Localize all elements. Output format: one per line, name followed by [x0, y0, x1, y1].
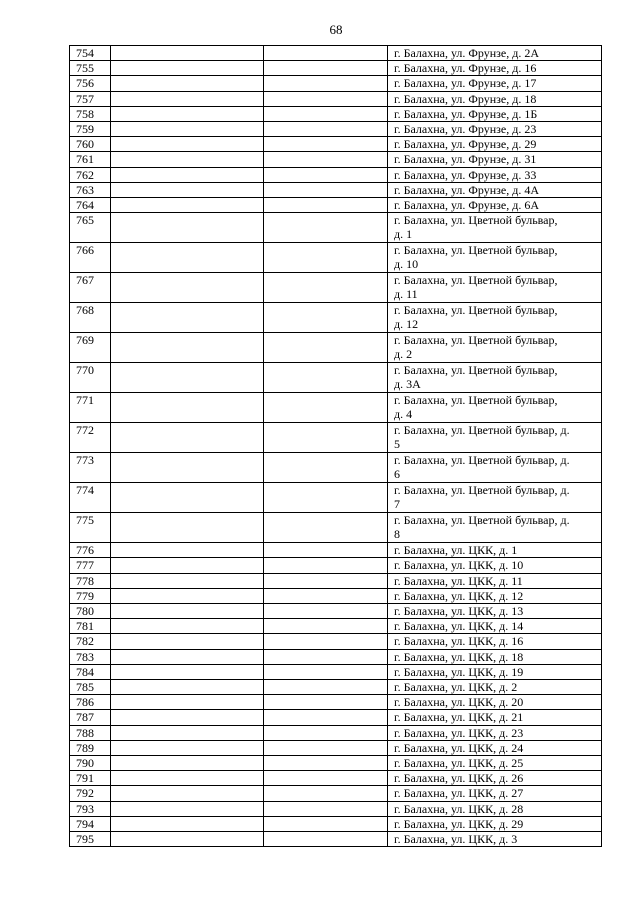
empty-cell	[264, 167, 388, 182]
empty-cell	[111, 695, 264, 710]
row-number-cell: 771	[70, 393, 111, 423]
empty-cell	[264, 756, 388, 771]
table-row	[70, 832, 602, 847]
address-line-1: г. Балахна, ул. Цветной бульвар,	[394, 213, 558, 228]
row-number-cell: 762	[70, 167, 111, 182]
empty-cell	[111, 303, 264, 333]
address-cell	[388, 393, 602, 423]
empty-cell	[264, 91, 388, 106]
row-number-cell: 777	[70, 558, 111, 573]
table-row	[70, 558, 602, 573]
address-cell: г. Балахна, ул. Фрунзе, д. 29	[388, 137, 602, 152]
empty-cell	[111, 801, 264, 816]
empty-cell	[264, 453, 388, 483]
table-row	[70, 740, 602, 755]
table-row	[70, 483, 602, 513]
empty-cell	[264, 303, 388, 333]
table-row	[70, 786, 602, 801]
empty-cell	[264, 76, 388, 91]
address-line-1: г. Балахна, ул. Цветной бульвар,	[394, 363, 558, 378]
empty-cell	[111, 423, 264, 453]
empty-cell	[111, 604, 264, 619]
empty-cell	[111, 740, 264, 755]
empty-cell	[111, 61, 264, 76]
empty-cell	[111, 273, 264, 303]
empty-cell	[111, 483, 264, 513]
empty-cell	[111, 137, 264, 152]
empty-cell	[264, 137, 388, 152]
empty-cell	[111, 619, 264, 634]
table-row	[70, 634, 602, 649]
row-number-cell: 767	[70, 273, 111, 303]
address-cell: г. Балахна, ул. ЦКК, д. 3	[388, 832, 602, 847]
address-cell	[388, 483, 602, 513]
row-number-cell: 754	[70, 46, 111, 61]
address-cell: г. Балахна, ул. ЦКК, д. 14	[388, 619, 602, 634]
table-row	[70, 91, 602, 106]
empty-cell	[264, 243, 388, 273]
address-cell	[388, 303, 602, 333]
row-number-cell: 785	[70, 680, 111, 695]
table-row	[70, 122, 602, 137]
empty-cell	[264, 423, 388, 453]
empty-cell	[264, 213, 388, 243]
empty-cell	[264, 333, 388, 363]
address-line-1: г. Балахна, ул. Цветной бульвар,	[394, 303, 558, 318]
empty-cell	[264, 273, 388, 303]
address-cell: г. Балахна, ул. Фрунзе, д. 4А	[388, 182, 602, 197]
address-cell: г. Балахна, ул. ЦКК, д. 11	[388, 573, 602, 588]
empty-cell	[264, 558, 388, 573]
row-number-cell: 774	[70, 483, 111, 513]
address-line-2: д. 1	[394, 227, 413, 242]
empty-cell	[264, 725, 388, 740]
empty-cell	[264, 393, 388, 423]
table-row	[70, 243, 602, 273]
row-number-cell: 755	[70, 61, 111, 76]
row-number-cell: 760	[70, 137, 111, 152]
address-cell: г. Балахна, ул. ЦКК, д. 27	[388, 786, 602, 801]
empty-cell	[264, 363, 388, 393]
table-row	[70, 695, 602, 710]
row-number-cell: 792	[70, 786, 111, 801]
address-cell	[388, 453, 602, 483]
empty-cell	[264, 816, 388, 831]
address-line-2: д. 12	[394, 317, 419, 332]
address-table	[69, 45, 602, 847]
table-row	[70, 152, 602, 167]
address-line-2: 5	[394, 437, 400, 452]
row-number-cell: 763	[70, 182, 111, 197]
row-number-cell: 768	[70, 303, 111, 333]
empty-cell	[111, 543, 264, 558]
address-cell	[388, 363, 602, 393]
row-number-cell: 756	[70, 76, 111, 91]
table-row	[70, 573, 602, 588]
address-cell: г. Балахна, ул. Фрунзе, д. 2А	[388, 46, 602, 61]
address-cell: г. Балахна, ул. ЦКК, д. 16	[388, 634, 602, 649]
address-cell: г. Балахна, ул. ЦКК, д. 2	[388, 680, 602, 695]
address-cell: г. Балахна, ул. ЦКК, д. 1	[388, 543, 602, 558]
empty-cell	[264, 695, 388, 710]
table-row	[70, 182, 602, 197]
row-number-cell: 780	[70, 604, 111, 619]
address-line-1: г. Балахна, ул. Цветной бульвар,	[394, 393, 558, 408]
table-row	[70, 543, 602, 558]
row-number-cell: 782	[70, 634, 111, 649]
table-row	[70, 649, 602, 664]
empty-cell	[111, 558, 264, 573]
address-cell: г. Балахна, ул. ЦКК, д. 21	[388, 710, 602, 725]
row-number-cell: 773	[70, 453, 111, 483]
empty-cell	[264, 832, 388, 847]
address-line-2: д. 11	[394, 287, 418, 302]
row-number-cell: 772	[70, 423, 111, 453]
address-cell: г. Балахна, ул. Фрунзе, д. 6А	[388, 198, 602, 213]
empty-cell	[111, 333, 264, 363]
empty-cell	[264, 604, 388, 619]
empty-cell	[111, 725, 264, 740]
empty-cell	[111, 664, 264, 679]
address-cell: г. Балахна, ул. Фрунзе, д. 17	[388, 76, 602, 91]
table-row	[70, 423, 602, 453]
empty-cell	[264, 46, 388, 61]
address-cell	[388, 513, 602, 543]
empty-cell	[111, 816, 264, 831]
empty-cell	[111, 182, 264, 197]
row-number-cell: 790	[70, 756, 111, 771]
empty-cell	[111, 649, 264, 664]
empty-cell	[264, 801, 388, 816]
address-line-2: 7	[394, 497, 400, 512]
table-row	[70, 710, 602, 725]
empty-cell	[264, 588, 388, 603]
table-row	[70, 756, 602, 771]
address-cell: г. Балахна, ул. ЦКК, д. 18	[388, 649, 602, 664]
table-row	[70, 333, 602, 363]
empty-cell	[111, 771, 264, 786]
row-number-cell: 793	[70, 801, 111, 816]
row-number-cell: 776	[70, 543, 111, 558]
address-cell: г. Балахна, ул. ЦКК, д. 19	[388, 664, 602, 679]
empty-cell	[111, 122, 264, 137]
address-line-1: г. Балахна, ул. Цветной бульвар, д.	[394, 453, 570, 468]
empty-cell	[111, 573, 264, 588]
address-line-1: г. Балахна, ул. Цветной бульвар, д.	[394, 423, 570, 438]
table-row	[70, 137, 602, 152]
row-number-cell: 787	[70, 710, 111, 725]
empty-cell	[111, 634, 264, 649]
row-number-cell: 789	[70, 740, 111, 755]
address-line-2: 6	[394, 467, 400, 482]
table-row	[70, 106, 602, 121]
row-number-cell: 764	[70, 198, 111, 213]
address-line-2: д. 3А	[394, 377, 421, 392]
address-line-2: д. 4	[394, 407, 413, 422]
empty-cell	[111, 786, 264, 801]
empty-cell	[264, 483, 388, 513]
empty-cell	[111, 152, 264, 167]
address-cell: г. Балахна, ул. ЦКК, д. 12	[388, 588, 602, 603]
row-number-cell: 788	[70, 725, 111, 740]
row-number-cell: 779	[70, 588, 111, 603]
empty-cell	[111, 76, 264, 91]
row-number-cell: 794	[70, 816, 111, 831]
empty-cell	[111, 106, 264, 121]
empty-cell	[111, 213, 264, 243]
address-cell	[388, 333, 602, 363]
empty-cell	[111, 756, 264, 771]
row-number-cell: 791	[70, 771, 111, 786]
empty-cell	[264, 786, 388, 801]
empty-cell	[111, 393, 264, 423]
address-line-1: г. Балахна, ул. Цветной бульвар,	[394, 273, 558, 288]
address-line-2: 8	[394, 527, 400, 542]
row-number-cell: 759	[70, 122, 111, 137]
address-cell: г. Балахна, ул. Фрунзе, д. 1Б	[388, 106, 602, 121]
address-cell: г. Балахна, ул. ЦКК, д. 25	[388, 756, 602, 771]
empty-cell	[111, 680, 264, 695]
row-number-cell: 757	[70, 91, 111, 106]
empty-cell	[264, 543, 388, 558]
empty-cell	[264, 680, 388, 695]
empty-cell	[111, 363, 264, 393]
address-cell: г. Балахна, ул. Фрунзе, д. 23	[388, 122, 602, 137]
table-row	[70, 771, 602, 786]
empty-cell	[264, 182, 388, 197]
table-row	[70, 303, 602, 333]
address-cell: г. Балахна, ул. ЦКК, д. 24	[388, 740, 602, 755]
address-cell: г. Балахна, ул. ЦКК, д. 10	[388, 558, 602, 573]
empty-cell	[111, 588, 264, 603]
row-number-cell: 758	[70, 106, 111, 121]
address-cell: г. Балахна, ул. Фрунзе, д. 16	[388, 61, 602, 76]
address-line-2: д. 10	[394, 257, 419, 272]
row-number-cell: 783	[70, 649, 111, 664]
empty-cell	[264, 634, 388, 649]
address-cell	[388, 243, 602, 273]
address-table-body	[70, 46, 602, 847]
table-row	[70, 167, 602, 182]
empty-cell	[111, 513, 264, 543]
table-row	[70, 816, 602, 831]
empty-cell	[264, 198, 388, 213]
address-cell: г. Балахна, ул. Фрунзе, д. 18	[388, 91, 602, 106]
empty-cell	[264, 664, 388, 679]
empty-cell	[264, 619, 388, 634]
row-number-cell: 784	[70, 664, 111, 679]
empty-cell	[264, 106, 388, 121]
table-row	[70, 619, 602, 634]
address-cell	[388, 423, 602, 453]
table-row	[70, 198, 602, 213]
empty-cell	[111, 198, 264, 213]
empty-cell	[111, 243, 264, 273]
address-line-2: д. 2	[394, 347, 413, 362]
empty-cell	[264, 513, 388, 543]
table-row	[70, 76, 602, 91]
row-number-cell: 770	[70, 363, 111, 393]
address-cell: г. Балахна, ул. ЦКК, д. 20	[388, 695, 602, 710]
row-number-cell: 775	[70, 513, 111, 543]
row-number-cell: 765	[70, 213, 111, 243]
table-row	[70, 801, 602, 816]
empty-cell	[264, 771, 388, 786]
table-row	[70, 680, 602, 695]
table-row	[70, 273, 602, 303]
empty-cell	[111, 167, 264, 182]
table-row	[70, 725, 602, 740]
row-number-cell: 786	[70, 695, 111, 710]
table-row	[70, 453, 602, 483]
table-row	[70, 213, 602, 243]
address-line-1: г. Балахна, ул. Цветной бульвар,	[394, 333, 558, 348]
address-cell	[388, 273, 602, 303]
row-number-cell: 778	[70, 573, 111, 588]
empty-cell	[264, 740, 388, 755]
empty-cell	[264, 122, 388, 137]
address-cell: г. Балахна, ул. ЦКК, д. 28	[388, 801, 602, 816]
row-number-cell: 769	[70, 333, 111, 363]
page-number: 68	[329, 22, 343, 37]
address-cell: г. Балахна, ул. ЦКК, д. 13	[388, 604, 602, 619]
empty-cell	[111, 91, 264, 106]
address-cell: г. Балахна, ул. Фрунзе, д. 31	[388, 152, 602, 167]
empty-cell	[264, 649, 388, 664]
address-cell: г. Балахна, ул. Фрунзе, д. 33	[388, 167, 602, 182]
table-row	[70, 664, 602, 679]
row-number-cell: 761	[70, 152, 111, 167]
table-row	[70, 61, 602, 76]
empty-cell	[111, 832, 264, 847]
empty-cell	[264, 573, 388, 588]
address-line-1: г. Балахна, ул. Цветной бульвар, д.	[394, 483, 570, 498]
empty-cell	[111, 46, 264, 61]
empty-cell	[111, 710, 264, 725]
address-line-1: г. Балахна, ул. Цветной бульвар,	[394, 243, 558, 258]
address-cell	[388, 213, 602, 243]
table-row	[70, 588, 602, 603]
address-cell: г. Балахна, ул. ЦКК, д. 29	[388, 816, 602, 831]
table-row	[70, 46, 602, 61]
address-cell: г. Балахна, ул. ЦКК, д. 23	[388, 725, 602, 740]
row-number-cell: 781	[70, 619, 111, 634]
table-row	[70, 363, 602, 393]
empty-cell	[264, 710, 388, 725]
table-row	[70, 513, 602, 543]
address-cell: г. Балахна, ул. ЦКК, д. 26	[388, 771, 602, 786]
row-number-cell: 766	[70, 243, 111, 273]
address-line-1: г. Балахна, ул. Цветной бульвар, д.	[394, 513, 570, 528]
empty-cell	[264, 61, 388, 76]
empty-cell	[111, 453, 264, 483]
table-row	[70, 393, 602, 423]
table-row	[70, 604, 602, 619]
empty-cell	[264, 152, 388, 167]
row-number-cell: 795	[70, 832, 111, 847]
